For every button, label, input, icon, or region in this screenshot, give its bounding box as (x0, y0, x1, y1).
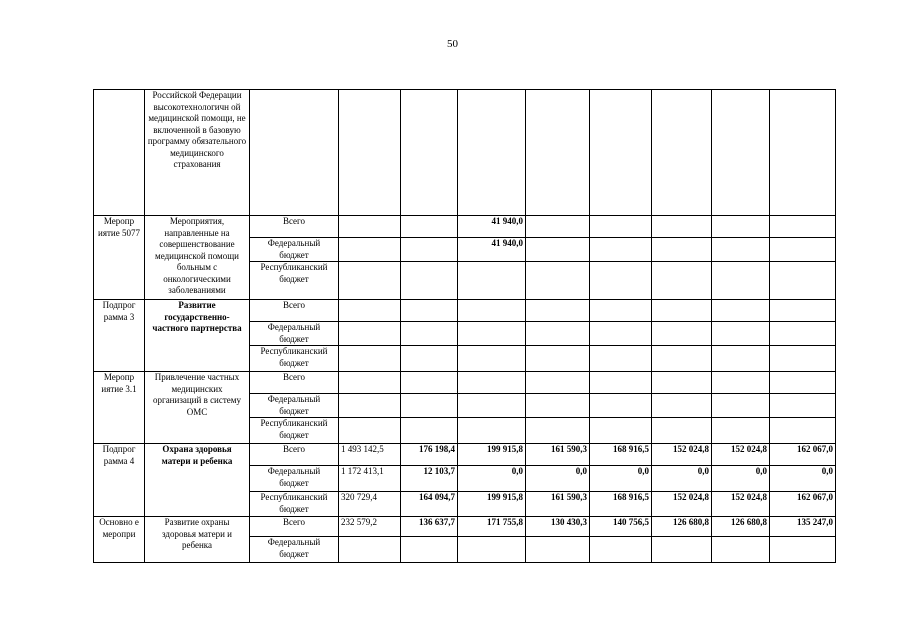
budget-table (93, 89, 836, 563)
value-cell (652, 216, 712, 238)
value-cell (590, 300, 652, 322)
value-cell (770, 418, 836, 444)
value-cell (401, 322, 458, 346)
value-cell (401, 238, 458, 262)
value-cell (401, 418, 458, 444)
value-cell (712, 346, 770, 372)
value-cell: 152 024,8 (652, 444, 712, 466)
value-cell: 136 637,7 (401, 517, 458, 537)
value-cell: 0,0 (526, 466, 590, 492)
value-cell: 164 094,7 (401, 492, 458, 517)
value-cell: 168 916,5 (590, 444, 652, 466)
value-cell (339, 238, 401, 262)
value-cell (458, 394, 526, 418)
value-cell (712, 322, 770, 346)
value-cell (526, 216, 590, 238)
value-cell: 1 493 142,5 (339, 444, 401, 466)
value-cell: 152 024,8 (652, 492, 712, 517)
value-cell: 152 024,8 (712, 492, 770, 517)
value-cell (652, 322, 712, 346)
value-cell (712, 537, 770, 563)
value-cell (339, 346, 401, 372)
funding-source: Всего (250, 372, 339, 394)
row-name: Развитие охраны здоровья матери и ребенка (145, 517, 250, 563)
value-cell (526, 238, 590, 262)
value-cell: 41 940,0 (458, 238, 526, 262)
funding-source: Всего (250, 444, 339, 466)
value-cell (770, 372, 836, 394)
value-cell (339, 537, 401, 563)
row-code: Основно е меропри (94, 517, 145, 563)
value-cell (770, 262, 836, 300)
value-cell (458, 537, 526, 563)
value-cell: 126 680,8 (652, 517, 712, 537)
value-cell (712, 216, 770, 238)
value-cell (339, 372, 401, 394)
table-row (94, 216, 836, 238)
value-cell (652, 346, 712, 372)
value-cell (712, 418, 770, 444)
row-code (94, 90, 145, 216)
funding-source: Республиканский бюджет (250, 346, 339, 372)
value-cell: 0,0 (652, 466, 712, 492)
funding-source (250, 90, 339, 216)
value-cell: 135 247,0 (770, 517, 836, 537)
value-cell (770, 394, 836, 418)
value-cell (401, 346, 458, 372)
value-cell (339, 394, 401, 418)
value-cell (770, 300, 836, 322)
value-cell (458, 262, 526, 300)
value-cell: 199 915,8 (458, 444, 526, 466)
value-cell (770, 322, 836, 346)
value-cell (401, 372, 458, 394)
value-cell: 168 916,5 (590, 492, 652, 517)
value-cell: 199 915,8 (458, 492, 526, 517)
value-cell (339, 216, 401, 238)
value-cell: 1 172 413,1 (339, 466, 401, 492)
row-code: Подпрог рамма 3 (94, 300, 145, 372)
value-cell (401, 394, 458, 418)
row-name: Мероприятия, направленные на совершенствование медицинской помощи больным с онкологическими заболеваниями (145, 216, 250, 300)
value-cell (526, 262, 590, 300)
value-cell (712, 262, 770, 300)
value-cell (712, 300, 770, 322)
value-cell (526, 322, 590, 346)
value-cell: 126 680,8 (712, 517, 770, 537)
value-cell (526, 90, 590, 216)
value-cell (712, 394, 770, 418)
funding-source: Республиканский бюджет (250, 262, 339, 300)
row-name: Российской Федерации высокотехнологичн ой медицинской помощи, не включенной в базовую программу обязательного медицинского страхования (145, 90, 250, 216)
funding-source: Федеральный бюджет (250, 322, 339, 346)
value-cell (458, 418, 526, 444)
value-cell (590, 346, 652, 372)
value-cell (526, 300, 590, 322)
table-row (94, 90, 836, 216)
table-row (94, 372, 836, 394)
value-cell: 0,0 (712, 466, 770, 492)
funding-source: Федеральный бюджет (250, 394, 339, 418)
table-row (94, 444, 836, 466)
value-cell (652, 262, 712, 300)
value-cell: 41 940,0 (458, 216, 526, 238)
value-cell: 162 067,0 (770, 444, 836, 466)
value-cell (652, 90, 712, 216)
funding-source: Всего (250, 517, 339, 537)
value-cell (526, 372, 590, 394)
value-cell (339, 322, 401, 346)
value-cell: 12 103,7 (401, 466, 458, 492)
value-cell (401, 537, 458, 563)
row-code: Меропр иятие 5077 (94, 216, 145, 300)
value-cell (339, 300, 401, 322)
value-cell (458, 372, 526, 394)
value-cell: 232 579,2 (339, 517, 401, 537)
value-cell (712, 372, 770, 394)
table-row (94, 517, 836, 537)
value-cell (339, 418, 401, 444)
value-cell: 161 590,3 (526, 444, 590, 466)
page-number: 50 (447, 38, 458, 50)
value-cell (652, 418, 712, 444)
value-cell (590, 216, 652, 238)
value-cell (652, 238, 712, 262)
value-cell (590, 537, 652, 563)
value-cell (712, 90, 770, 216)
value-cell: 130 430,3 (526, 517, 590, 537)
value-cell: 162 067,0 (770, 492, 836, 517)
value-cell (770, 238, 836, 262)
value-cell (590, 262, 652, 300)
value-cell (526, 418, 590, 444)
row-code: Подпрог рамма 4 (94, 444, 145, 517)
value-cell (770, 90, 836, 216)
value-cell (526, 394, 590, 418)
value-cell (458, 90, 526, 216)
value-cell (526, 346, 590, 372)
value-cell (590, 394, 652, 418)
funding-source: Федеральный бюджет (250, 537, 339, 563)
value-cell (458, 322, 526, 346)
value-cell (401, 90, 458, 216)
value-cell (590, 372, 652, 394)
value-cell: 176 198,4 (401, 444, 458, 466)
value-cell (458, 346, 526, 372)
value-cell (652, 300, 712, 322)
value-cell: 161 590,3 (526, 492, 590, 517)
value-cell (590, 90, 652, 216)
value-cell: 0,0 (590, 466, 652, 492)
funding-source: Федеральный бюджет (250, 466, 339, 492)
value-cell: 152 024,8 (712, 444, 770, 466)
value-cell (590, 322, 652, 346)
value-cell (590, 418, 652, 444)
value-cell (770, 346, 836, 372)
value-cell (339, 90, 401, 216)
row-name: Привлечение частных медицинских организаций в систему ОМС (145, 372, 250, 444)
value-cell (339, 262, 401, 300)
value-cell (401, 262, 458, 300)
row-code: Меропр иятие 3.1 (94, 372, 145, 444)
funding-source: Республиканский бюджет (250, 418, 339, 444)
value-cell (590, 238, 652, 262)
funding-source: Республиканский бюджет (250, 492, 339, 517)
value-cell (652, 537, 712, 563)
value-cell (458, 300, 526, 322)
row-name: Охрана здоровья матери и ребенка (145, 444, 250, 517)
row-name: Развитие государственно-частного партнерства (145, 300, 250, 372)
value-cell: 320 729,4 (339, 492, 401, 517)
funding-source: Всего (250, 216, 339, 238)
value-cell (712, 238, 770, 262)
value-cell (401, 300, 458, 322)
value-cell: 0,0 (458, 466, 526, 492)
value-cell (401, 216, 458, 238)
value-cell (652, 394, 712, 418)
value-cell: 140 756,5 (590, 517, 652, 537)
value-cell (652, 372, 712, 394)
value-cell (770, 216, 836, 238)
funding-source: Федеральный бюджет (250, 238, 339, 262)
value-cell: 171 755,8 (458, 517, 526, 537)
value-cell: 0,0 (770, 466, 836, 492)
funding-source: Всего (250, 300, 339, 322)
table-row (94, 300, 836, 322)
value-cell (770, 537, 836, 563)
value-cell (526, 537, 590, 563)
